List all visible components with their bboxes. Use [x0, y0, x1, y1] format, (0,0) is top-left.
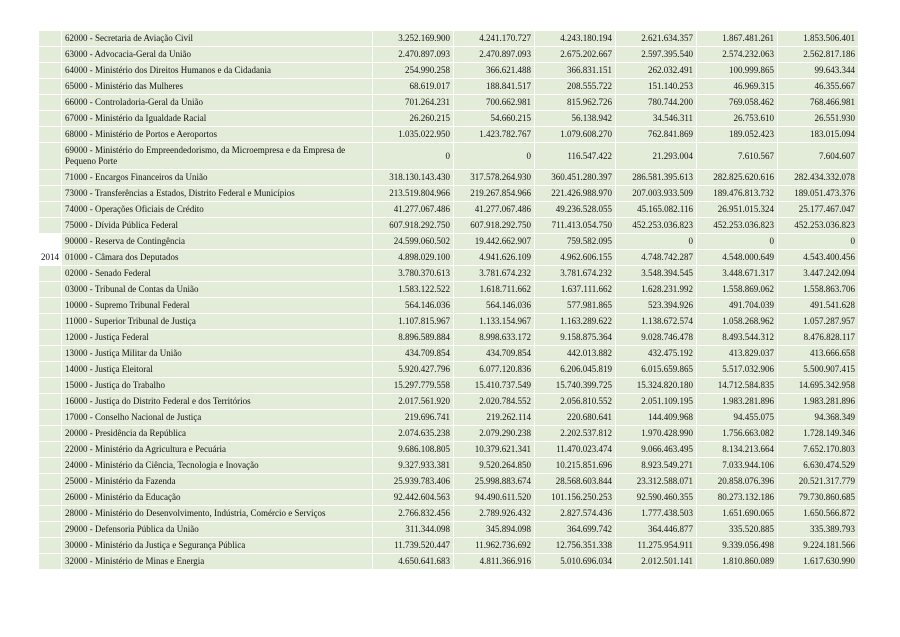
amount-cell: 366.831.151 — [535, 63, 615, 78]
amount-cell: 4.650.641.683 — [373, 554, 453, 569]
amount-cell: 9.028.746.478 — [616, 330, 696, 345]
amount-cell: 8.493.544.312 — [697, 330, 777, 345]
amount-cell: 2.051.109.195 — [616, 394, 696, 409]
table-row — [39, 394, 858, 409]
table-row — [39, 442, 858, 457]
table-row — [39, 538, 858, 553]
amount-cell: 2.621.634.357 — [616, 31, 696, 46]
amount-cell: 2.017.561.920 — [373, 394, 453, 409]
amount-cell: 34.546.311 — [616, 111, 696, 126]
organ-description-cell: 74000 - Operações Oficiais de Crédito — [62, 202, 372, 217]
amount-cell: 564.146.036 — [454, 298, 534, 313]
amount-cell: 9.327.933.381 — [373, 458, 453, 473]
amount-cell: 144.409.968 — [616, 410, 696, 425]
amount-cell: 1.107.815.967 — [373, 314, 453, 329]
amount-cell: 4.543.400.456 — [778, 250, 858, 265]
amount-cell: 1.853.506.401 — [778, 31, 858, 46]
amount-cell: 54.660.215 — [454, 111, 534, 126]
table-row — [39, 47, 858, 62]
organ-description-cell: 12000 - Justiça Federal — [62, 330, 372, 345]
year-cell — [39, 426, 61, 441]
amount-cell: 6.015.659.865 — [616, 362, 696, 377]
amount-cell: 79.730.860.685 — [778, 490, 858, 505]
organ-description-cell: 17000 - Conselho Nacional de Justiça — [62, 410, 372, 425]
amount-cell: 5.920.427.796 — [373, 362, 453, 377]
amount-cell: 4.962.606.155 — [535, 250, 615, 265]
amount-cell: 1.756.663.082 — [697, 426, 777, 441]
organ-description-cell: 90000 - Reserva de Contingência — [62, 234, 372, 249]
table-row — [39, 282, 858, 297]
amount-cell: 262.032.491 — [616, 63, 696, 78]
amount-cell: 1.728.149.346 — [778, 426, 858, 441]
organ-description-cell: 10000 - Supremo Tribunal Federal — [62, 298, 372, 313]
amount-cell: 11.739.520.447 — [373, 538, 453, 553]
table-row — [39, 298, 858, 313]
amount-cell: 1.138.672.574 — [616, 314, 696, 329]
amount-cell: 25.177.467.047 — [778, 202, 858, 217]
amount-cell: 20.858.076.396 — [697, 474, 777, 489]
amount-cell: 2.766.832.456 — [373, 506, 453, 521]
year-cell — [39, 143, 61, 169]
amount-cell: 3.781.674.232 — [454, 266, 534, 281]
amount-cell: 8.476.828.117 — [778, 330, 858, 345]
amount-cell: 1.867.481.261 — [697, 31, 777, 46]
organ-description-cell: 30000 - Ministério da Justiça e Segurança Pública — [62, 538, 372, 553]
amount-cell: 4.241.170.727 — [454, 31, 534, 46]
organ-description-cell: 68000 - Ministério de Portos e Aeroportos — [62, 127, 372, 142]
amount-cell: 364.699.742 — [535, 522, 615, 537]
amount-cell: 45.165.082.116 — [616, 202, 696, 217]
year-cell — [39, 79, 61, 94]
amount-cell: 49.236.528.055 — [535, 202, 615, 217]
amount-cell: 1.057.287.957 — [778, 314, 858, 329]
amount-cell: 2.056.810.552 — [535, 394, 615, 409]
year-cell — [39, 202, 61, 217]
year-cell — [39, 127, 61, 142]
amount-cell: 8.923.549.271 — [616, 458, 696, 473]
amount-cell: 815.962.726 — [535, 95, 615, 110]
amount-cell: 6.206.045.819 — [535, 362, 615, 377]
amount-cell: 491.704.039 — [697, 298, 777, 313]
amount-cell: 564.146.036 — [373, 298, 453, 313]
amount-cell: 20.521.317.779 — [778, 474, 858, 489]
organ-description-cell: 66000 - Controladoria-Geral da União — [62, 95, 372, 110]
amount-cell: 208.555.722 — [535, 79, 615, 94]
amount-cell: 26.260.215 — [373, 111, 453, 126]
organ-description-cell: 16000 - Justiça do Distrito Federal e dos Territórios — [62, 394, 372, 409]
amount-cell: 99.643.344 — [778, 63, 858, 78]
amount-cell: 3.780.370.613 — [373, 266, 453, 281]
table-row — [39, 111, 858, 126]
amount-cell: 41.277.067.486 — [373, 202, 453, 217]
amount-cell: 2.675.202.667 — [535, 47, 615, 62]
amount-cell: 2.202.537.812 — [535, 426, 615, 441]
amount-cell: 3.448.671.317 — [697, 266, 777, 281]
amount-cell: 2.470.897.093 — [454, 47, 534, 62]
amount-cell: 1.777.438.503 — [616, 506, 696, 521]
amount-cell: 220.680.641 — [535, 410, 615, 425]
organ-description-cell: 73000 - Transferências a Estados, Distrito Federal e Municípios — [62, 186, 372, 201]
table-row — [39, 31, 858, 46]
table-row — [39, 186, 858, 201]
amount-cell: 11.470.023.474 — [535, 442, 615, 457]
organ-description-cell: 32000 - Ministério de Minas e Energia — [62, 554, 372, 569]
organ-description-cell: 15000 - Justiça do Trabalho — [62, 378, 372, 393]
amount-cell: 769.058.462 — [697, 95, 777, 110]
amount-cell: 213.519.804.966 — [373, 186, 453, 201]
amount-cell: 5.500.907.415 — [778, 362, 858, 377]
amount-cell: 26.753.610 — [697, 111, 777, 126]
table-row — [39, 127, 858, 142]
amount-cell: 1.079.608.270 — [535, 127, 615, 142]
amount-cell: 68.619.017 — [373, 79, 453, 94]
amount-cell: 4.548.000.649 — [697, 250, 777, 265]
amount-cell: 762.841.869 — [616, 127, 696, 142]
amount-cell: 1.970.428.990 — [616, 426, 696, 441]
year-cell — [39, 218, 61, 233]
year-cell — [39, 330, 61, 345]
organ-description-cell: 67000 - Ministério da Igualdade Racial — [62, 111, 372, 126]
amount-cell: 1.558.869.062 — [697, 282, 777, 297]
amount-cell: 10.215.851.696 — [535, 458, 615, 473]
amount-cell: 5.517.032.906 — [697, 362, 777, 377]
amount-cell: 46.969.315 — [697, 79, 777, 94]
amount-cell: 151.140.253 — [616, 79, 696, 94]
organ-description-cell: 13000 - Justiça Militar da União — [62, 346, 372, 361]
organ-description-cell: 63000 - Advocacia-Geral da União — [62, 47, 372, 62]
year-cell — [39, 31, 61, 46]
amount-cell: 189.052.423 — [697, 127, 777, 142]
amount-cell: 15.324.820.180 — [616, 378, 696, 393]
table-row — [39, 426, 858, 441]
organ-description-cell: 14000 - Justiça Eleitoral — [62, 362, 372, 377]
amount-cell: 5.010.696.034 — [535, 554, 615, 569]
year-cell — [39, 346, 61, 361]
amount-cell: 116.547.422 — [535, 143, 615, 169]
amount-cell: 26.951.015.324 — [697, 202, 777, 217]
amount-cell: 24.599.060.502 — [373, 234, 453, 249]
amount-cell: 711.413.054.750 — [535, 218, 615, 233]
amount-cell: 2.020.784.552 — [454, 394, 534, 409]
amount-cell: 2.597.395.540 — [616, 47, 696, 62]
amount-cell: 219.262.114 — [454, 410, 534, 425]
amount-cell: 21.293.004 — [616, 143, 696, 169]
amount-cell: 0 — [616, 234, 696, 249]
amount-cell: 434.709.854 — [454, 346, 534, 361]
amount-cell: 1.423.782.767 — [454, 127, 534, 142]
organ-description-cell: 71000 - Encargos Financeiros da União — [62, 170, 372, 185]
amount-cell: 4.811.366.916 — [454, 554, 534, 569]
amount-cell: 452.253.036.823 — [778, 218, 858, 233]
amount-cell: 100.999.865 — [697, 63, 777, 78]
organ-description-cell: 22000 - Ministério da Agricultura e Pecuária — [62, 442, 372, 457]
amount-cell: 1.583.122.522 — [373, 282, 453, 297]
amount-cell: 8.896.589.884 — [373, 330, 453, 345]
organ-description-cell: 11000 - Superior Tribunal de Justiça — [62, 314, 372, 329]
year-cell — [39, 111, 61, 126]
amount-cell: 15.740.399.725 — [535, 378, 615, 393]
amount-cell: 1.618.711.662 — [454, 282, 534, 297]
organ-description-cell: 65000 - Ministério das Mulheres — [62, 79, 372, 94]
amount-cell: 434.709.854 — [373, 346, 453, 361]
amount-cell: 364.446.877 — [616, 522, 696, 537]
year-cell — [39, 522, 61, 537]
table-row — [39, 458, 858, 473]
amount-cell: 523.394.926 — [616, 298, 696, 313]
amount-cell: 9.520.264.850 — [454, 458, 534, 473]
amount-cell: 11.275.954.911 — [616, 538, 696, 553]
amount-cell: 2.827.574.436 — [535, 506, 615, 521]
amount-cell: 577.981.865 — [535, 298, 615, 313]
amount-cell: 3.781.674.232 — [535, 266, 615, 281]
year-cell — [39, 506, 61, 521]
table-row — [39, 170, 858, 185]
amount-cell: 14.712.584.835 — [697, 378, 777, 393]
amount-cell: 1.628.231.992 — [616, 282, 696, 297]
amount-cell: 0 — [697, 234, 777, 249]
amount-cell: 701.264.231 — [373, 95, 453, 110]
amount-cell: 311.344.098 — [373, 522, 453, 537]
organ-description-cell: 03000 - Tribunal de Contas da União — [62, 282, 372, 297]
amount-cell: 25.939.783.406 — [373, 474, 453, 489]
year-cell — [39, 554, 61, 569]
table-row — [39, 79, 858, 94]
amount-cell: 23.312.588.071 — [616, 474, 696, 489]
amount-cell: 7.610.567 — [697, 143, 777, 169]
table-row — [39, 218, 858, 233]
amount-cell: 80.273.132.186 — [697, 490, 777, 505]
amount-cell: 0 — [454, 143, 534, 169]
amount-cell: 15.410.737.549 — [454, 378, 534, 393]
amount-cell: 780.744.200 — [616, 95, 696, 110]
amount-cell: 318.130.143.430 — [373, 170, 453, 185]
amount-cell: 1.637.111.662 — [535, 282, 615, 297]
table-row — [39, 250, 858, 265]
amount-cell: 4.748.742.287 — [616, 250, 696, 265]
amount-cell: 1.810.860.089 — [697, 554, 777, 569]
year-cell — [39, 490, 61, 505]
amount-cell: 94.368.349 — [778, 410, 858, 425]
table-row — [39, 554, 858, 569]
year-cell — [39, 458, 61, 473]
amount-cell: 452.253.036.823 — [616, 218, 696, 233]
table-row — [39, 474, 858, 489]
year-cell — [39, 170, 61, 185]
amount-cell: 9.224.181.566 — [778, 538, 858, 553]
amount-cell: 607.918.292.750 — [373, 218, 453, 233]
table-row — [39, 202, 858, 217]
year-cell — [39, 394, 61, 409]
amount-cell: 8.134.213.664 — [697, 442, 777, 457]
amount-cell: 189.051.473.376 — [778, 186, 858, 201]
budget-table-body — [39, 31, 858, 569]
year-cell — [39, 95, 61, 110]
year-cell — [39, 47, 61, 62]
amount-cell: 188.841.517 — [454, 79, 534, 94]
amount-cell: 413.666.658 — [778, 346, 858, 361]
year-cell — [39, 442, 61, 457]
budget-table — [38, 30, 859, 570]
amount-cell: 2.079.290.238 — [454, 426, 534, 441]
amount-cell: 282.825.620.616 — [697, 170, 777, 185]
year-cell — [39, 186, 61, 201]
table-row — [39, 266, 858, 281]
organ-description-cell: 62000 - Secretaria de Aviação Civil — [62, 31, 372, 46]
amount-cell: 94.490.611.520 — [454, 490, 534, 505]
amount-cell: 254.990.258 — [373, 63, 453, 78]
table-row — [39, 95, 858, 110]
amount-cell: 700.662.981 — [454, 95, 534, 110]
amount-cell: 8.998.633.172 — [454, 330, 534, 345]
table-row — [39, 506, 858, 521]
amount-cell: 491.541.628 — [778, 298, 858, 313]
amount-cell: 9.339.056.498 — [697, 538, 777, 553]
amount-cell: 25.998.883.674 — [454, 474, 534, 489]
amount-cell: 1.163.289.622 — [535, 314, 615, 329]
amount-cell: 6.077.120.836 — [454, 362, 534, 377]
organ-description-cell: 25000 - Ministério da Fazenda — [62, 474, 372, 489]
amount-cell: 92.442.604.563 — [373, 490, 453, 505]
table-row — [39, 490, 858, 505]
table-row — [39, 143, 858, 169]
amount-cell: 1.983.281.896 — [697, 394, 777, 409]
year-cell — [39, 298, 61, 313]
amount-cell: 4.243.180.194 — [535, 31, 615, 46]
amount-cell: 189.476.813.732 — [697, 186, 777, 201]
amount-cell: 2.574.232.063 — [697, 47, 777, 62]
year-cell — [39, 538, 61, 553]
amount-cell: 413.829.037 — [697, 346, 777, 361]
amount-cell: 607.918.292.750 — [454, 218, 534, 233]
year-cell — [39, 234, 61, 249]
amount-cell: 1.651.690.065 — [697, 506, 777, 521]
amount-cell: 759.582.095 — [535, 234, 615, 249]
amount-cell: 28.568.603.844 — [535, 474, 615, 489]
amount-cell: 41.277.067.486 — [454, 202, 534, 217]
year-cell — [39, 378, 61, 393]
table-row — [39, 314, 858, 329]
amount-cell: 7.033.944.106 — [697, 458, 777, 473]
table-row — [39, 346, 858, 361]
amount-cell: 366.621.488 — [454, 63, 534, 78]
year-cell: 2014 — [39, 250, 61, 265]
amount-cell: 2.470.897.093 — [373, 47, 453, 62]
amount-cell: 7.604.607 — [778, 143, 858, 169]
amount-cell: 1.617.630.990 — [778, 554, 858, 569]
amount-cell: 7.652.170.803 — [778, 442, 858, 457]
year-cell — [39, 362, 61, 377]
amount-cell: 0 — [373, 143, 453, 169]
year-cell — [39, 410, 61, 425]
year-cell — [39, 314, 61, 329]
amount-cell: 221.426.988.970 — [535, 186, 615, 201]
amount-cell: 0 — [778, 234, 858, 249]
table-row — [39, 234, 858, 249]
amount-cell: 10.379.621.341 — [454, 442, 534, 457]
amount-cell: 345.894.098 — [454, 522, 534, 537]
amount-cell: 26.551.930 — [778, 111, 858, 126]
amount-cell: 432.475.192 — [616, 346, 696, 361]
organ-description-cell: 24000 - Ministério da Ciência, Tecnologia e Inovação — [62, 458, 372, 473]
amount-cell: 1.650.566.872 — [778, 506, 858, 521]
amount-cell: 2.012.501.141 — [616, 554, 696, 569]
table-row — [39, 378, 858, 393]
amount-cell: 56.138.942 — [535, 111, 615, 126]
amount-cell: 46.355.667 — [778, 79, 858, 94]
amount-cell: 360.451.280.397 — [535, 170, 615, 185]
organ-description-cell: 64000 - Ministério dos Direitos Humanos e da Cidadania — [62, 63, 372, 78]
amount-cell: 3.252.169.900 — [373, 31, 453, 46]
amount-cell: 9.686.108.805 — [373, 442, 453, 457]
amount-cell: 14.695.342.958 — [778, 378, 858, 393]
amount-cell: 183.015.094 — [778, 127, 858, 142]
amount-cell: 317.578.264.930 — [454, 170, 534, 185]
amount-cell: 286.581.395.613 — [616, 170, 696, 185]
amount-cell: 3.447.242.094 — [778, 266, 858, 281]
amount-cell: 442.013.882 — [535, 346, 615, 361]
amount-cell: 11.962.736.692 — [454, 538, 534, 553]
organ-description-cell: 02000 - Senado Federal — [62, 266, 372, 281]
amount-cell: 101.156.250.253 — [535, 490, 615, 505]
amount-cell: 92.590.460.355 — [616, 490, 696, 505]
amount-cell: 2.562.817.186 — [778, 47, 858, 62]
amount-cell: 1.558.863.706 — [778, 282, 858, 297]
table-row — [39, 362, 858, 377]
table-row — [39, 522, 858, 537]
amount-cell: 94.455.075 — [697, 410, 777, 425]
amount-cell: 335.389.793 — [778, 522, 858, 537]
year-cell — [39, 63, 61, 78]
year-cell — [39, 266, 61, 281]
amount-cell: 1.133.154.967 — [454, 314, 534, 329]
amount-cell: 1.058.268.962 — [697, 314, 777, 329]
organ-description-cell: 69000 - Ministério do Empreendedorismo, da Microempresa e da Empresa de Pequeno Porte — [62, 143, 372, 169]
table-row — [39, 410, 858, 425]
organ-description-cell: 29000 - Defensoria Pública da União — [62, 522, 372, 537]
amount-cell: 219.696.741 — [373, 410, 453, 425]
table-row — [39, 330, 858, 345]
amount-cell: 12.756.351.338 — [535, 538, 615, 553]
amount-cell: 452.253.036.823 — [697, 218, 777, 233]
organ-description-cell: 01000 - Câmara dos Deputados — [62, 250, 372, 265]
amount-cell: 219.267.854.966 — [454, 186, 534, 201]
amount-cell: 19.442.662.907 — [454, 234, 534, 249]
amount-cell: 282.434.332.078 — [778, 170, 858, 185]
amount-cell: 15.297.779.558 — [373, 378, 453, 393]
amount-cell: 4.941.626.109 — [454, 250, 534, 265]
amount-cell: 3.548.394.545 — [616, 266, 696, 281]
organ-description-cell: 20000 - Presidência da República — [62, 426, 372, 441]
amount-cell: 1.983.281.896 — [778, 394, 858, 409]
amount-cell: 335.520.885 — [697, 522, 777, 537]
amount-cell: 6.630.474.529 — [778, 458, 858, 473]
year-cell — [39, 474, 61, 489]
organ-description-cell: 28000 - Ministério do Desenvolvimento, Indústria, Comércio e Serviços — [62, 506, 372, 521]
amount-cell: 2.074.635.238 — [373, 426, 453, 441]
table-row — [39, 63, 858, 78]
year-cell — [39, 282, 61, 297]
amount-cell: 1.035.022.950 — [373, 127, 453, 142]
amount-cell: 4.898.029.100 — [373, 250, 453, 265]
organ-description-cell: 26000 - Ministério da Educação — [62, 490, 372, 505]
amount-cell: 207.003.933.509 — [616, 186, 696, 201]
amount-cell: 2.789.926.432 — [454, 506, 534, 521]
amount-cell: 9.066.463.495 — [616, 442, 696, 457]
organ-description-cell: 75000 - Dívida Pública Federal — [62, 218, 372, 233]
amount-cell: 768.466.981 — [778, 95, 858, 110]
amount-cell: 9.158.875.364 — [535, 330, 615, 345]
